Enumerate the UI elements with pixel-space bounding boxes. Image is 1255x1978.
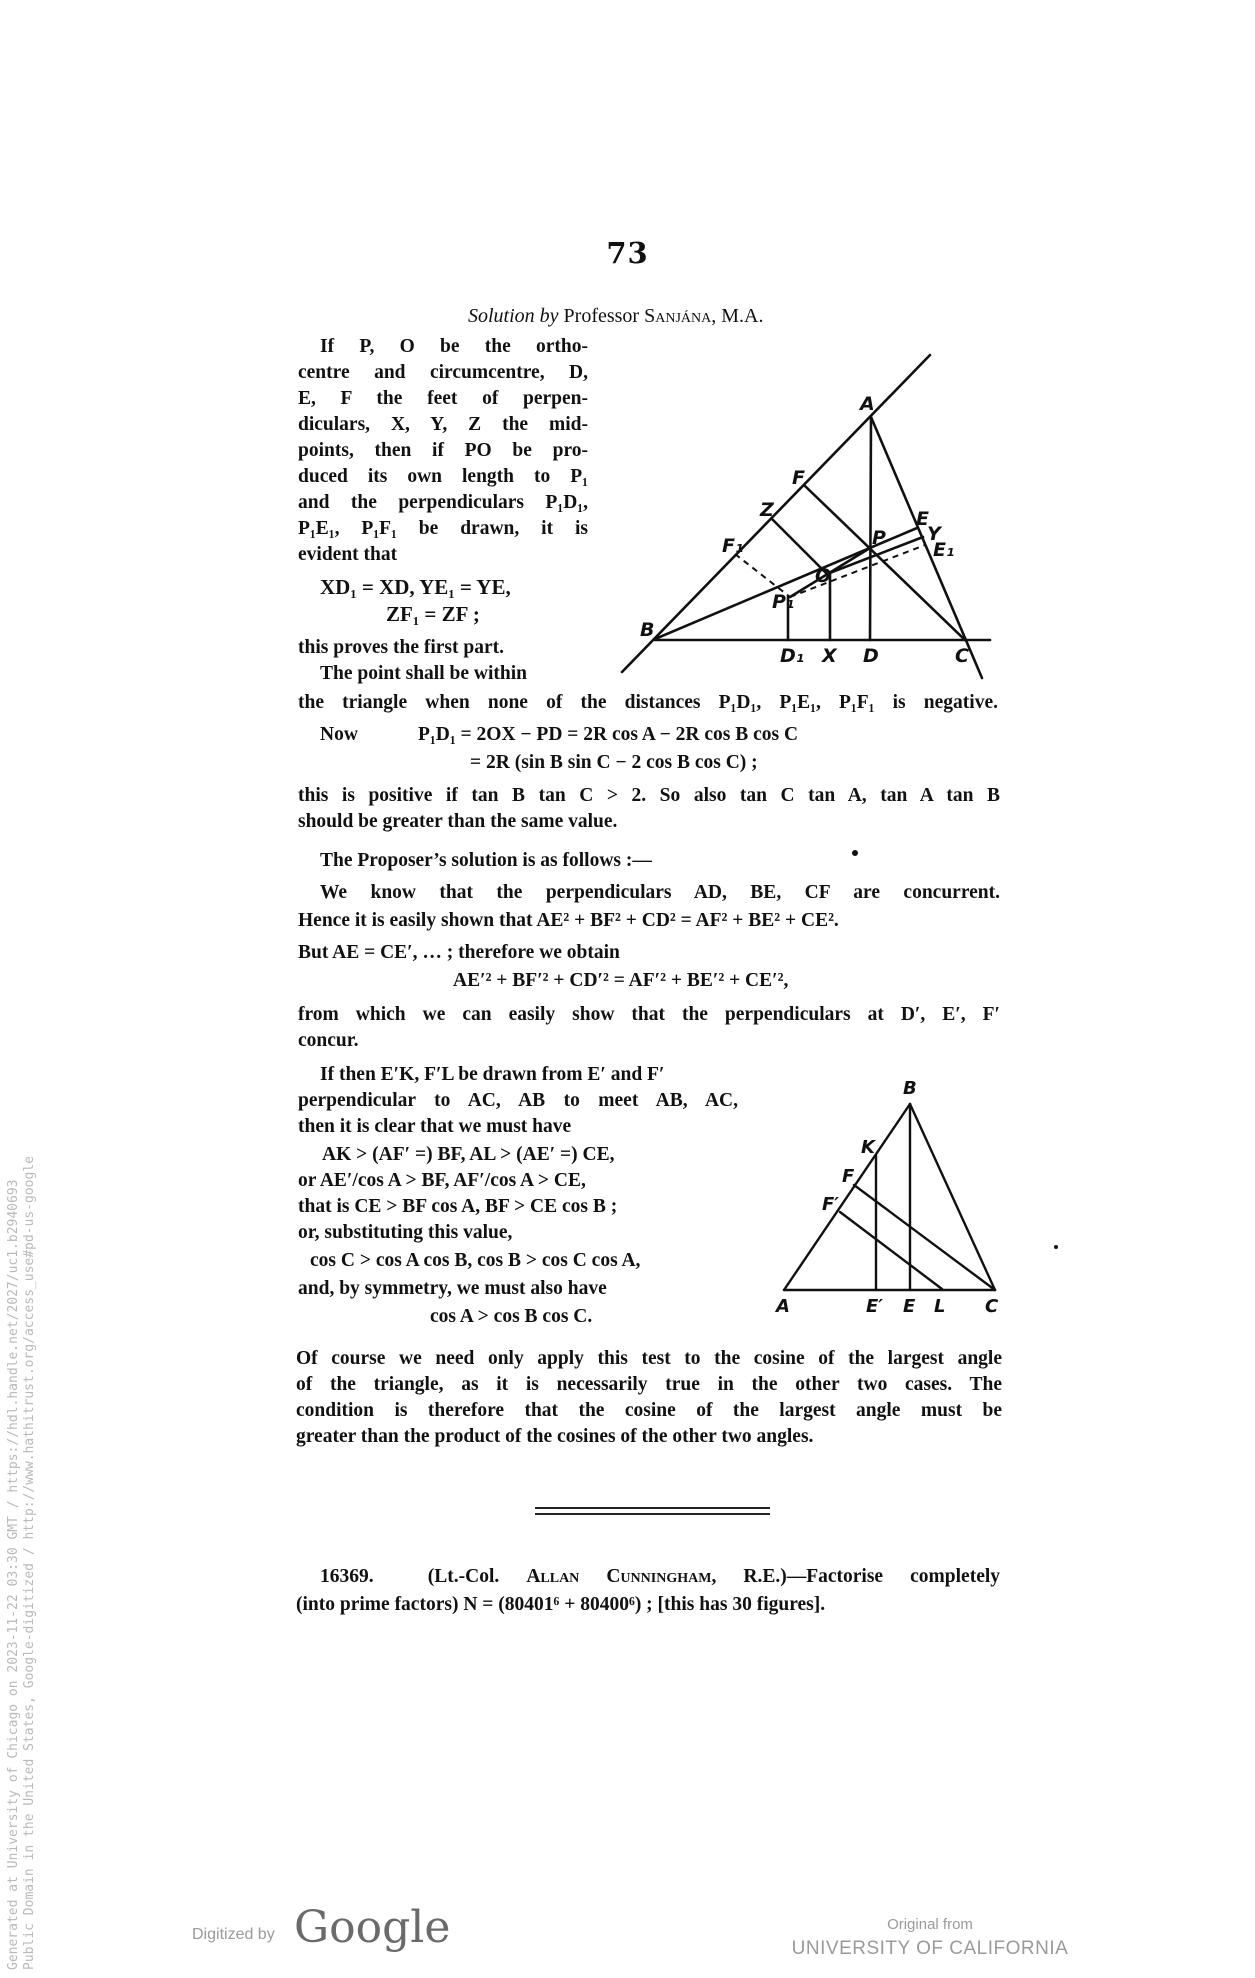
label2-c: C (985, 1296, 999, 1317)
ink-speck (852, 850, 858, 856)
label-f: F (792, 467, 805, 489)
institution-label: UNIVERSITY OF CALIFORNIA (791, 1938, 1069, 1959)
equation-p1d1: P₁D₁ = 2OX − PD = 2R cos A − 2R cos B cos C (418, 724, 799, 745)
label-c: C (955, 645, 969, 667)
text-point-within: The point shall be within (320, 663, 527, 684)
label-b: B (640, 619, 655, 641)
text-line: and the perpendiculars P₁D₁, (298, 492, 588, 513)
figure-2-triangle-abc (784, 1104, 995, 1290)
label2-k: K (861, 1137, 875, 1158)
equation-squares: AE′² + BF′² + CD′² = AF′² + BE′² + CE′², (453, 970, 789, 991)
text-symmetry: and, by symmetry, we must also have (298, 1278, 607, 1299)
text-greater: should be greater than the same value. (298, 811, 618, 832)
label-f1: F₁ (722, 535, 744, 557)
question-line-2: (into prime factors) N = (80401⁶ + 80400⁶) ; [this has 30 figures]. (296, 1594, 826, 1615)
text-line: of the triangle, as it is necessarily true in the other two cases. The (296, 1374, 1002, 1395)
page-number: 73 (606, 236, 649, 270)
question-author-post: , R.E.)—Factorise completely (711, 1566, 1001, 1587)
text-line: evident that (298, 544, 398, 565)
label-a: A (860, 393, 875, 415)
label-p: P (872, 527, 886, 549)
equation-xd1: XD₁ = XD, YE₁ = YE, (320, 575, 511, 599)
text-we-know: We know that the perpendiculars AD, BE, CF are concurrent. (320, 882, 1000, 903)
text-line: If P, O be the ortho- (320, 336, 588, 357)
text-line: centre and circumcentre, D, (298, 362, 588, 383)
label2-a: A (776, 1296, 790, 1317)
equation-cos-a: cos A > cos B cos C. (430, 1306, 593, 1327)
text-substituting: or, substituting this value, (298, 1222, 513, 1243)
text-line: P₁E₁, P₁F₁ be drawn, it is (298, 518, 588, 539)
digitized-by-label: Digitized by (192, 1926, 275, 1943)
side-bc (910, 1104, 995, 1290)
equation-ae-cos: or AE′/cos A > BF, AF′/cos A > CE, (298, 1170, 586, 1191)
label2-f: F (842, 1166, 855, 1187)
label2-b: B (903, 1078, 917, 1099)
label-o: O (815, 565, 832, 587)
label2-eprime: E′ (866, 1296, 884, 1317)
text-line: perpendicular to AC, AB to meet AB, AC, (298, 1090, 738, 1111)
text-hence: Hence it is easily shown that AE² + BF² + CD² = AF² + BE² + CE². (298, 910, 839, 931)
solution-by-label: Solution by (468, 305, 559, 327)
watermark-line-2: Public Domain in the United States, Google-digitized / http://www.hathitrust.org/access_use#pd-us-google (22, 1156, 37, 1970)
label-e: E (916, 508, 929, 530)
original-from-label: Original from (887, 1916, 973, 1933)
question-author: Allan Cunningham (526, 1566, 712, 1587)
text-line: condition is therefore that the cosine of the largest angle must be (296, 1400, 1002, 1421)
watermark-line-1: Generated at University of Chicago on 2023-11-22 03:30 GMT / https://hdl.handle.net/2027/uc1.b2940693 (6, 1179, 21, 1970)
text-line: greater than the product of the cosines of the other two angles. (296, 1426, 814, 1447)
text-triangle-distances: the triangle when none of the distances P₁D₁, P₁E₁, P₁F₁ is negative. (298, 692, 998, 713)
equation-p1d1-cont: = 2R (sin B sin C − 2 cos B cos C) ; (470, 752, 758, 773)
author-name: Sanjána (644, 305, 712, 327)
google-logo: Google (294, 1902, 451, 1953)
text-line: E, F the feet of perpen- (298, 388, 588, 409)
equation-cos-c: cos C > cos A cos B, cos B > cos C cos A, (310, 1250, 641, 1271)
label-d1: D₁ (780, 645, 805, 667)
text-positive: this is positive if tan B tan C > 2. So also tan C tan A, tan A tan B (298, 785, 1000, 806)
label2-l: L (934, 1296, 946, 1317)
text-line: then it is clear that we must have (298, 1116, 572, 1137)
text-line: Of course we need only apply this test to the cosine of the largest angle (296, 1348, 1002, 1369)
label-p1: P₁ (772, 591, 795, 613)
line-fl (840, 1212, 942, 1289)
label-x: X (822, 645, 837, 667)
text-proposer: The Proposer’s solution is as follows :— (320, 850, 652, 871)
label-d: D (863, 645, 879, 667)
equation-zf1: ZF₁ = ZF ; (386, 602, 480, 626)
equation-ce-bf: that is CE > BF cos A, BF > CE cos B ; (298, 1196, 618, 1217)
label2-fprime: F′ (822, 1194, 840, 1215)
equation-ak: AK > (AF′ =) BF, AL > (AE′ =) CE, (322, 1144, 615, 1165)
label-z: Z (760, 499, 774, 521)
professor-label: Professor (563, 305, 640, 327)
side-ab (784, 1104, 910, 1290)
text-first-part: this proves the first part. (298, 637, 504, 658)
label-y: Y (927, 523, 941, 545)
question-author-pre: (Lt.-Col. (427, 1566, 500, 1587)
text-concur: concur. (298, 1030, 359, 1051)
text-from-which: from which we can easily show that the perpendiculars at D′, E′, F′ (298, 1004, 1000, 1025)
ink-speck (1054, 1245, 1058, 1249)
author-suffix: , M.A. (711, 305, 764, 327)
label-e1: E₁ (933, 539, 955, 561)
text-line: diculars, X, Y, Z the mid- (298, 414, 588, 435)
text-but: But AE = CE′, … ; therefore we obtain (298, 942, 620, 963)
question-number: 16369. (320, 1566, 374, 1587)
text-line: If then E′K, F′L be drawn from E′ and F′ (320, 1064, 665, 1085)
label2-e: E (903, 1296, 916, 1317)
text-line: points, then if PO be pro- (298, 440, 588, 461)
altitude-ad (870, 417, 871, 640)
text-line: duced its own length to P₁ (298, 466, 588, 487)
now-label: Now (320, 724, 358, 745)
line-ba-extended (622, 355, 930, 672)
